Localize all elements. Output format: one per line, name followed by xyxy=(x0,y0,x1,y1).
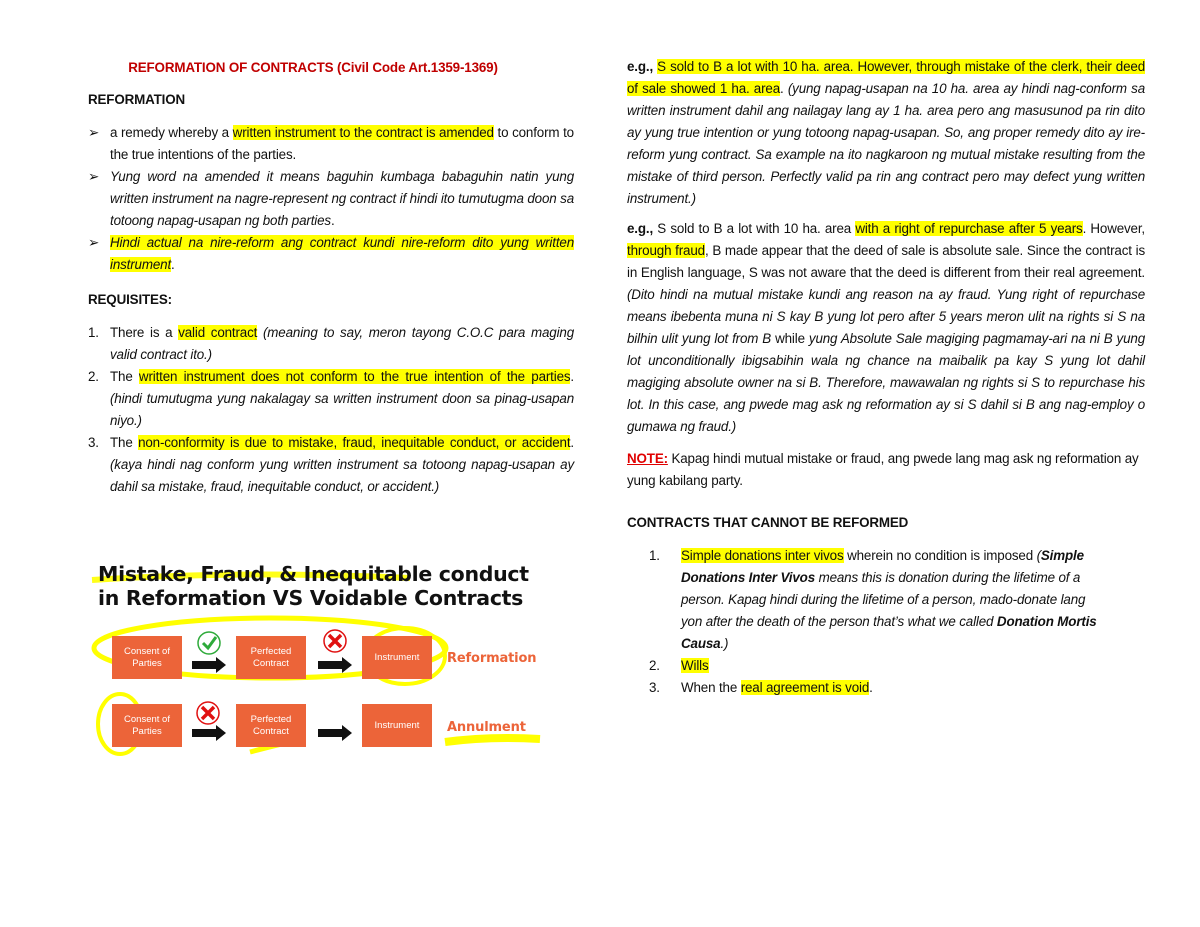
bullet-item xyxy=(88,232,574,276)
example-paragraph-fraud xyxy=(627,218,1145,438)
box-consent-of-parties: Consent of Parties xyxy=(112,704,182,747)
section-heading-requisites: REQUISITES: xyxy=(88,292,172,307)
box-perfected-contract: Perfected Contract xyxy=(236,636,306,679)
list-item xyxy=(627,655,1097,677)
text-segment: The xyxy=(110,435,139,450)
list-item-text xyxy=(681,545,1097,655)
text-segment: Donation Mortis Causa xyxy=(681,614,1097,651)
right-column xyxy=(627,56,1145,699)
highlighted-text: Hindi actual na nire-reform ang contract kundi nire-reform dito yung written instrument xyxy=(110,235,574,272)
note-text: Kapag hindi mutual mistake or fraud, ang pwede lang mag ask ng reformation ay yung kabilang party. xyxy=(627,451,1139,488)
text-segment: (kaya hindi nag conform yung written instrument sa totoong napag-usapan ay dahil sa mistake, fraud, inequitable conduct, or accident.) xyxy=(110,457,574,494)
list-number: 2. xyxy=(649,658,660,673)
requisite-item xyxy=(88,366,574,432)
text-segment: The xyxy=(110,369,139,384)
text-segment: S sold to B a lot with 10 ha. area xyxy=(653,221,856,236)
highlighted-text: written instrument to the contract is amended xyxy=(232,125,494,140)
label-annulment: Annulment xyxy=(447,720,526,735)
check-icon xyxy=(198,632,220,654)
arrow-right-icon xyxy=(192,657,226,673)
text-segment: (Dito hindi na mutual mistake kundi ang reason na ay fraud. Yung right of repurchase means ibebenta muna ni S kay B yung lot pero after 5 years meron ulit na rights si S na bilhin ulit yung lot from B xyxy=(627,287,1145,346)
highlighted-text: real agreement is void xyxy=(740,680,870,695)
text-segment: wherein no condition is imposed xyxy=(843,548,1037,563)
diagram-title-line: Mistake, Fraud, & Inequitable conduct xyxy=(98,562,529,586)
reformation-bullets xyxy=(88,122,574,276)
label-reformation: Reformation xyxy=(447,651,537,666)
bullet-text xyxy=(110,122,574,166)
text-segment: Simple Donations Inter Vivos xyxy=(681,548,1084,585)
requisite-text xyxy=(110,432,574,498)
text-segment: (meaning to say, meron tayong C.O.C para maging valid contract ito.) xyxy=(110,325,575,362)
text-segment: .) xyxy=(720,636,729,651)
text-segment: . xyxy=(570,369,574,384)
list-number: 1. xyxy=(88,325,99,340)
highlighted-text: valid contract xyxy=(178,325,258,340)
list-number: 2. xyxy=(88,369,99,384)
diagram-title-line: in Reformation VS Voidable Contracts xyxy=(98,586,524,610)
text-segment: e.g., xyxy=(627,221,654,236)
text-segment: while xyxy=(771,331,809,346)
requisite-item xyxy=(88,432,574,498)
text-segment: yung Absolute Sale magiging pagmamay-ari na ni B yung lot unconditionally ibigsabihin wala ng chance na maibalik pa kay S yung lot dahil magiging absolute owner na si B. Therefore, mawawalan ng rights si S to repurchase his lot. In this case, ang pwede mag ask ng reformation ay si S dahil si B ang nag-employ o gumawa ng fraud.) xyxy=(627,331,1145,434)
box-instrument: Instrument xyxy=(362,704,432,747)
text-segment: . xyxy=(780,81,788,96)
text-segment: , B made appear that the deed of sale is absolute sale. Since the contract is in English language, S was not aware that the deed is different from their real agreement. xyxy=(627,243,1145,280)
list-item-text xyxy=(681,655,1097,677)
document-title: REFORMATION OF CONTRACTS (Civil Code Art.1359-1369) xyxy=(128,60,498,75)
note-label: NOTE: xyxy=(627,451,668,466)
highlighted-text: Wills xyxy=(681,658,709,673)
requisite-text xyxy=(110,366,574,432)
note-paragraph xyxy=(627,448,1145,492)
requisite-item xyxy=(88,322,574,366)
text-segment: e.g., xyxy=(627,59,654,74)
text-segment: (yung napag-usapan na 10 ha. area ay hindi nag-conform sa written instrument dahil ang nailagay lang ay 1 ha. area pero ang masusunod pa rin dito ay yung true intention or yung totoong napag-usapan. So, ang proper remedy dito ay ire-reform yung contract. Sa example na ito nagkaroon ng mutual mistake resulting from the mistake of third person. Perfectly valid pa rin ang contract pero may defect yung written instrument.) xyxy=(627,81,1145,206)
arrow-right-icon xyxy=(318,657,352,673)
arrow-bullet-icon: ➢ xyxy=(88,125,100,140)
arrow-right-icon xyxy=(192,725,226,741)
arrow-bullet-icon: ➢ xyxy=(88,169,100,184)
text-segment: means this is donation during the lifetime of a person. Kapag hindi during the lifetime of a person, mado-donate lang yon after the death of the person that’s what we called xyxy=(681,570,1086,629)
section-heading-cannot-be-reformed: CONTRACTS THAT CANNOT BE REFORMED xyxy=(627,515,909,530)
box-instrument: Instrument xyxy=(362,636,432,679)
bullet-text xyxy=(110,166,574,232)
bullet-text xyxy=(110,232,574,276)
arrows-and-marks xyxy=(90,556,550,768)
box-consent-of-parties: Consent of Parties xyxy=(112,636,182,679)
list-number: 3. xyxy=(649,680,660,695)
text-segment: to conform to the true intentions of the parties. xyxy=(110,125,574,162)
text-segment: . xyxy=(570,435,574,450)
reformation-vs-voidable-diagram xyxy=(90,556,550,768)
example-paragraph-mistake xyxy=(627,56,1145,210)
cross-icon xyxy=(197,702,219,724)
text-segment: Yung word na amended it means baguhin kumbaga babaguhin natin yung written instrument na nagre-represent ng contract if hindi ito tumutugma doon sa totoong napag-usapan ng both parties xyxy=(110,169,574,228)
text-segment: . xyxy=(869,680,873,695)
cannot-reform-list xyxy=(627,545,1097,699)
text-segment: When the xyxy=(681,680,741,695)
highlighted-text: written instrument does not conform to the true intention of the parties xyxy=(138,369,571,384)
text-segment: a remedy whereby a xyxy=(110,125,233,140)
list-item xyxy=(627,545,1097,655)
box-perfected-contract: Perfected Contract xyxy=(236,704,306,747)
list-item xyxy=(627,677,1097,699)
highlighted-text: non-conformity is due to mistake, fraud, inequitable conduct, or accident xyxy=(138,435,571,450)
text-segment: ( xyxy=(1036,548,1041,563)
highlighted-text: S sold to B a lot with 10 ha. area. However, through mistake of the clerk, their deed of sale showed 1 ha. area xyxy=(627,59,1145,96)
arrow-right-icon xyxy=(318,725,352,741)
highlighted-text: with a right of repurchase after 5 years xyxy=(855,221,1083,236)
bullet-item xyxy=(88,122,574,166)
text-segment: (hindi tumutugma yung nakalagay sa written instrument doon sa pinag-usapan niyo.) xyxy=(110,391,574,428)
list-number: 3. xyxy=(88,435,99,450)
arrow-bullet-icon: ➢ xyxy=(88,235,100,250)
highlighted-text: Simple donations inter vivos xyxy=(681,548,844,563)
bullet-item xyxy=(88,166,574,232)
highlighted-text: through fraud xyxy=(627,243,705,258)
text-segment: There is a xyxy=(110,325,179,340)
list-number: 1. xyxy=(649,548,660,563)
left-column xyxy=(88,57,574,498)
text-segment: . xyxy=(330,213,335,228)
text-segment: . xyxy=(171,257,175,272)
requisite-text xyxy=(110,322,574,366)
text-segment: . However, xyxy=(1082,221,1145,236)
list-item-text xyxy=(681,677,1097,699)
requisites-list xyxy=(88,322,574,498)
cross-icon xyxy=(324,630,346,652)
section-heading-reformation: REFORMATION xyxy=(88,92,186,107)
